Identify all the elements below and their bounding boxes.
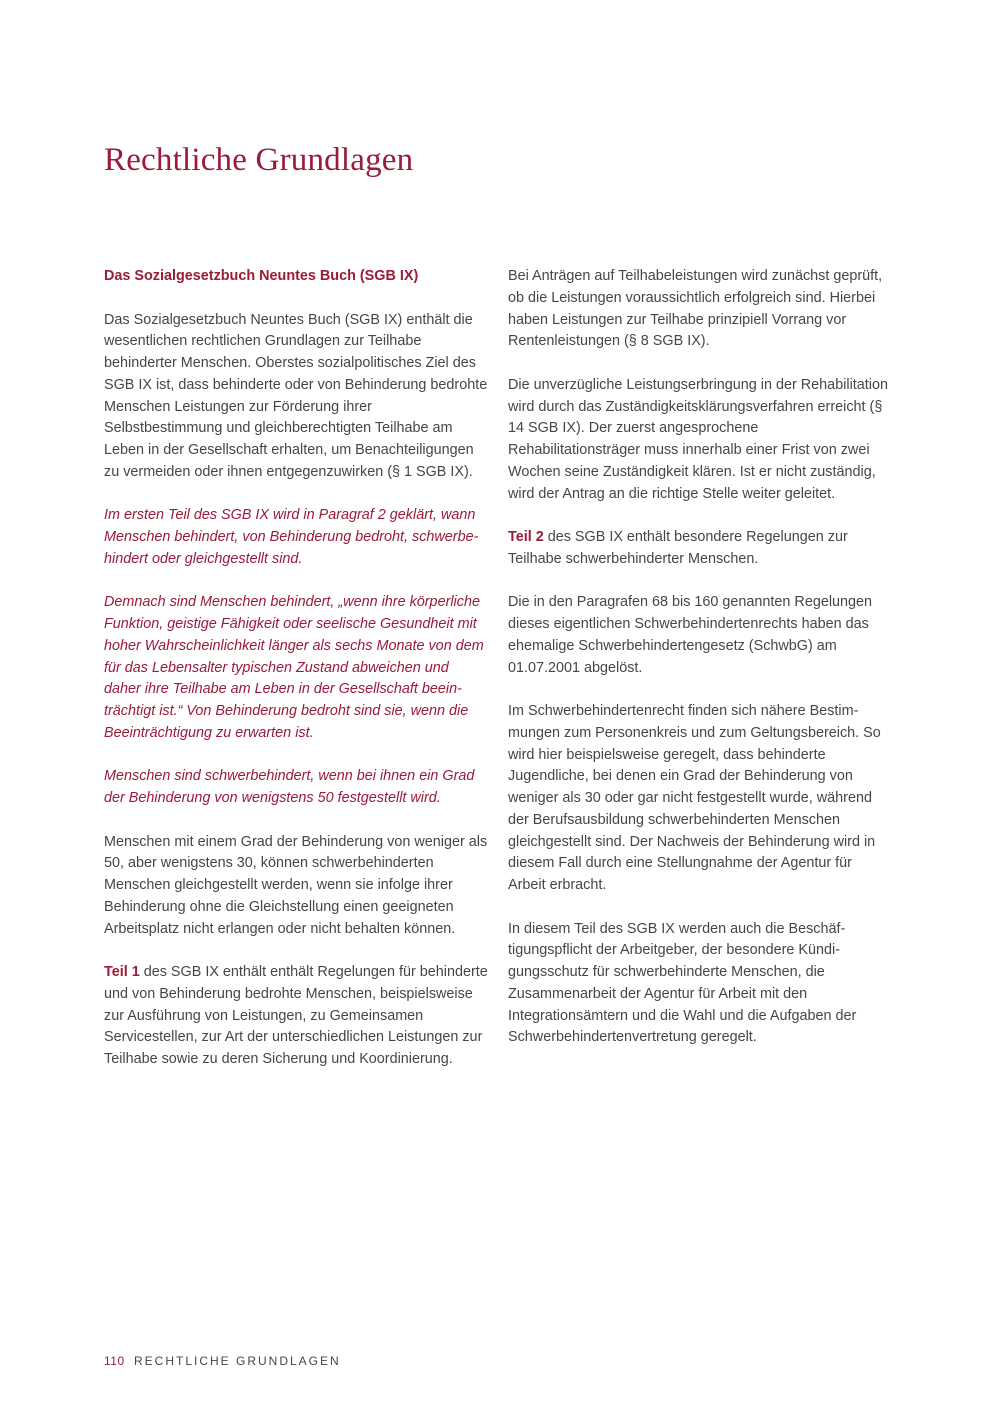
part2-label: Teil 2: [508, 529, 544, 545]
part2-text: des SGB IX enthält besondere Regelungen zur Teilhabe schwerbehinderter Menschen.: [508, 529, 848, 567]
page-title: Rechtliche Grundlagen: [104, 142, 414, 178]
part1-paragraph: [104, 962, 488, 1071]
disability-law-paragraph: Im Schwerbehindertenrecht finden sich nähere Bestimmungen zum Personenkreis und zum Geltungsbereich. So wird hier beispielsweise geregelt, dass behinderte Jugendliche, bei denen ein Grad der Behinderung von weniger als 30 oder gar nicht festgestellt wurde, während der Berufsausbildung schwerbehinderten Menschen gleichgestellt sind. Der Nachweis der Behinderung wird in diesem Fall durch eine Stellungnahme der Agentur für Arbeit erbracht.: [508, 703, 881, 893]
footer-section-title: RECHTLICHE GRUNDLAGEN: [133, 1354, 341, 1368]
right-column: [508, 266, 892, 1071]
applications-paragraph: Bei Anträgen auf Teilhabeleistungen wird zunächst geprüft, ob die Leistungen voraussichtlich erfolgreich sind. Hierbei haben Leistungen zur Teilhabe prinzipiell Vorrang vor Rentenleistungen (§ 8 SGB IX).: [508, 268, 883, 350]
left-column: [104, 266, 488, 1093]
page-number: 110: [104, 1354, 125, 1368]
highlight-paragraph-severe: Menschen sind schwerbehindert, wenn bei ihnen ein Grad der Behinderung von wenigstens 50 festgestellt wird.: [104, 768, 475, 806]
equality-paragraph: Menschen mit einem Grad der Behinderung von weniger als 50, aber wenigstens 30, können schwerbehinderten Menschen gleichgestellt werden, wenn sie infolge ihrer Behinderung ohne die Gleichstellung einen geeigneten Arbeitsplatz nicht erlangen oder nicht behalten können.: [104, 833, 488, 937]
section-heading: Das Sozialgesetzbuch Neuntes Buch (SGB IX): [104, 268, 419, 284]
part2-paragraph: [508, 527, 892, 571]
part1-label: Teil 1: [104, 964, 140, 980]
intro-paragraph: Das Sozialgesetzbuch Neuntes Buch (SGB IX) enthält die wesentlichen rechtlichen Grundlagen zur Teilhabe behinderter Menschen. Oberstes sozialpolitisches Ziel des SGB IX ist, dass behinderte oder von Behinderung bedrohte Menschen Leistungen zur Förderung ihrer Selbstbestimmung und gleichberechtigten Teilhabe am Leben in der Gesellschaft erhalten, um Benachteiligungen zu vermeiden oder ihnen entgegenzuwirken (§ 1 SGB IX).: [104, 311, 488, 480]
page-footer: [104, 1354, 341, 1368]
paragraphs-68-160-paragraph: Die in den Paragrafen 68 bis 160 genannten Regelungen dieses eigentlichen Schwerbehindertenrechts haben das ehemalige Schwerbehindertengesetz (SchwbG) am 01.07.2001 abgelöst.: [508, 594, 873, 676]
highlight-paragraph-definition: Im ersten Teil des SGB IX wird in Paragraf 2 geklärt, wann Menschen behindert, von Behinderung bedroht, schwerbehindert oder gleichgestellt sind.: [104, 507, 479, 567]
highlight-paragraph-quote: Demnach sind Menschen behindert, „wenn ihre körperliche Funktion, geistige Fähigkeit oder seelische Gesundheit mit hoher Wahrscheinlichkeit länger als sechs Monate von dem für das Lebensalter typischen Zustand abweichen und daher ihre Teilhabe am Leben in der Gesellschaft beeinträchtigt ist.“ Von Behinderung bedroht sind sie, wenn die Beeinträchtigung zu erwarten ist.: [104, 594, 484, 741]
part1-text: des SGB IX enthält enthält Regelungen für behinderte und von Behinderung bedrohte Menschen, beispielsweise zur Ausführung von Leistungen, zu Gemeinsamen Servicestellen, zur Art der unterschiedlichen Leistungen zur Teilhabe sowie zu deren Sicherung und Koordinierung.: [104, 964, 488, 1067]
rehabilitation-paragraph: Die unverzügliche Leistungserbringung in der Rehabilitation wird durch das Zuständigkeitsklärungsverfahren erreicht (§ 14 SGB IX). Der zuerst angesprochene Rehabilitationsträger muss innerhalb einer Frist von zwei Wochen seine Zuständigkeit klären. Ist er nicht zuständig, wird der Antrag an die richtige Stelle weiter geleitet.: [508, 376, 888, 502]
employment-obligation-paragraph: In diesem Teil des SGB IX werden auch die Beschäftigungspflicht der Arbeitgeber, der besondere Kündigungsschutz für schwerbehinderte Menschen, die Zusammenarbeit der Agentur für Arbeit mit den Integrationsämtern und die Wahl und die Aufgaben der Schwerbehindertenvertretung geregelt.: [508, 920, 857, 1046]
